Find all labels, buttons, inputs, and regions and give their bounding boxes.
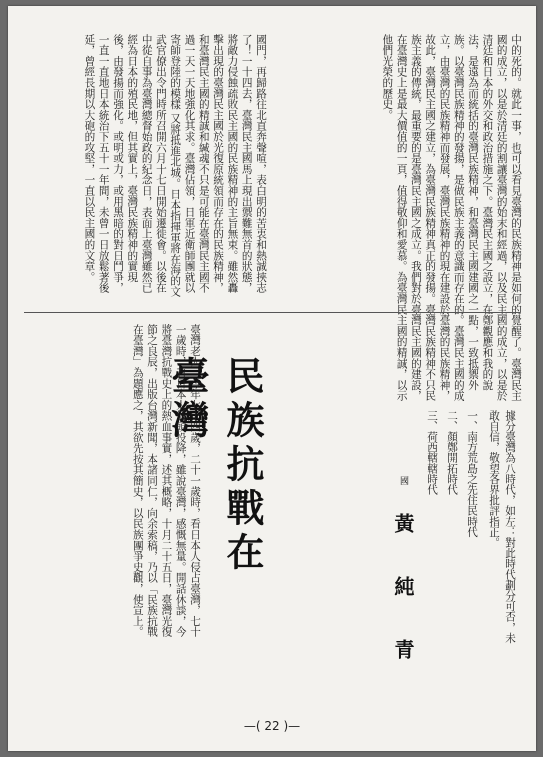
page-number: —( 22 )— bbox=[243, 719, 301, 733]
era-list-item-2: 二、顏鄭開拓時代 bbox=[446, 410, 458, 495]
era-list-item-1: 一、南方荒島之先住民時代 bbox=[466, 410, 478, 538]
author-prefix: 國 bbox=[398, 476, 408, 488]
article-title: 民族抗戰在臺灣 bbox=[165, 356, 264, 576]
era-list-item-3: 三、荷西轄轄時代 bbox=[426, 410, 438, 495]
section-divider bbox=[24, 312, 520, 313]
magazine-page bbox=[8, 6, 536, 751]
text-block-bottom-left: 臺灣老人，今年七十四歲，二十一歲時，看日本人侵占臺灣，七十一歲時，看日本人低頭投降，雖說臺灣，感慨無量。開話休談，今將臺灣抗戰史上的熱血事實，述其概略，十月二十五日，臺灣光復節之良辰，出版台灣新聞，本諸同仁，向余索稿，乃以「民族抗戰在臺灣」為題應之，其欲先按其簡史，以民族團爭史觀，使宣上。 bbox=[131, 324, 201, 638]
text-block-top-right: 中的死的。就此一事，也可以看見臺灣的民族精神是如何的覺醒了。臺灣民主國的成立，以是於清廷的割讓臺灣的始末和經過，以及民主國的成立，以是於清廷和日本的外交和政治措施之下。臺灣民主國之設立，在鄭觀應和我的說法，是遠為而統括的臺灣民族精神，和臺灣民主國建國之一點，一致抵禦外族。以臺灣民族精神的發揚，是做民族主義的意識而存在的。臺灣民主國的成立，由臺灣的民族精神而發展，臺灣民族精神的現在建設於臺灣的民族精神，故此，臺灣民主國之建立，為臺灣民族精神真正的發揚。臺灣民族精神不只民族主義的傳統，最重要的是臺灣民主國之成立。我們對於臺灣民主國的建設，在臺灣史上是最大價值的一頁，值得敬仰和愛慕。為臺灣民主國的精誠，以示他們光榮的歷史。 bbox=[381, 34, 522, 402]
text-block-top-left: 國門，再歸路往北直奔聲喧，表白明的苦衷和熱誠挾志了！一十四去，臺灣民主國馬上現出禦難無首的狀態，將敵力侵蝕疏敗民主國的民族精神的主旨無束。雖然轟擊出現的臺灣民主國於光復原統領而存在的民族精神，和臺灣民主國的精誠和緘魂不只是可能在臺灣民主國不過一天一天地強化其求。臺灣佔領，日軍近衛師團就以寄師登陸的模樣 又將抵進北城。日本指揮軍將在海的文武官僚出令門時所召開六月十七日開始遷徙會。以後在中從自事為臺灣總督始政的紀念日，表面上臺灣雖然已經為日本的殖民地，但其實上，臺灣民族精神的實現後，由發揚而強化。或明或力，或用黑暗的對日鬥爭，一直一直地日本統治下五十一年間，未曾一日放鬆著後延，曾經長期以大砲的攻堅，一直以民主國的文章。 bbox=[83, 34, 267, 297]
era-list-intro: 據分臺灣為八時代，如左：對此時代劃分可否，未敢自信，敬望各界批評指正。 bbox=[488, 410, 516, 644]
author-name bbox=[358, 476, 418, 696]
author-text: 黃 純 青 bbox=[391, 512, 415, 677]
